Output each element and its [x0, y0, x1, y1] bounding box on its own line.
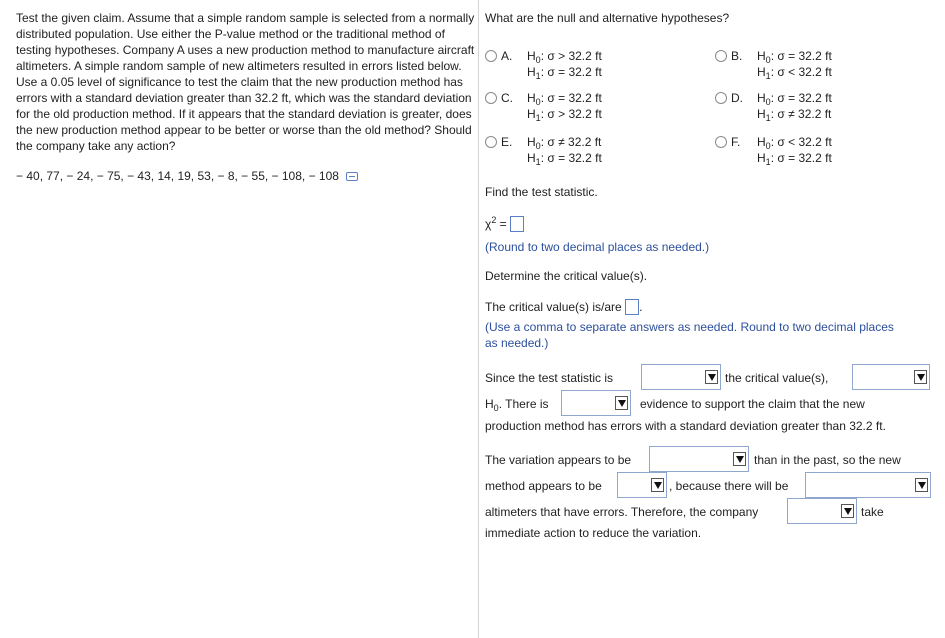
altimeters-text: altimeters that have errors. Therefore, the company [485, 505, 759, 519]
option-c-h1: $H_1$: σ > 32.2 ft [527, 107, 602, 123]
reject-dropdown[interactable] [852, 364, 930, 390]
variation-text: The variation appears to be [485, 453, 632, 467]
option-e[interactable] [485, 134, 705, 167]
dropdown-arrow-icon[interactable] [733, 452, 746, 466]
critical-value-label: The critical value(s) is/are [485, 300, 622, 314]
dropdown-arrow-icon[interactable] [615, 396, 628, 410]
option-f-radio[interactable] [715, 136, 727, 148]
dropdown-arrow-icon[interactable] [914, 370, 927, 384]
option-e-h0: $H_0$: σ ≠ 32.2 ft [527, 135, 602, 151]
evidence-text: evidence to support the claim that the new [640, 397, 865, 411]
h0-text: $H_0$. There is [485, 397, 549, 413]
method-text: method appears to be [485, 479, 602, 493]
problem-panel [16, 10, 476, 184]
option-d-h0: $H_0$: σ = 32.2 ft [757, 91, 832, 107]
should-dropdown[interactable] [787, 498, 857, 524]
option-f-h0: $H_0$: σ < 32.2 ft [757, 135, 832, 151]
option-c-radio[interactable] [485, 92, 497, 104]
option-b-h0: $H_0$: σ = 32.2 ft [757, 49, 832, 65]
test-statistic-input[interactable] [510, 216, 524, 232]
critical-value-prompt: Determine the critical value(s). [485, 269, 648, 283]
immediate-text: immediate action to reduce the variation. [485, 526, 702, 540]
option-e-letter: E. [501, 135, 513, 149]
critical-text: the critical value(s), [725, 371, 829, 385]
test-statistic-row [485, 216, 524, 232]
option-c[interactable] [485, 90, 705, 123]
option-d[interactable] [715, 90, 935, 123]
option-a-h1: $H_1$: σ = 32.2 ft [527, 65, 602, 81]
option-a[interactable] [485, 48, 705, 81]
because-text: , because there will be [669, 479, 789, 493]
option-b[interactable] [715, 48, 935, 81]
better-worse-dropdown[interactable] [617, 472, 667, 498]
test-statistic-hint: (Round to two decimal places as needed.) [485, 240, 710, 254]
problem-text: Test the given claim. Assume that a simple random sample is selected from a normally distributed population. Use either the P-value method or the traditional method of testing hypotheses. Company A uses a new production method to manufacture aircraft altimeters. A simple random sample of new altimeters resulted in errors listed below. Use a 0.05 level of significance to test the claim that the new production method has errors with a standard deviation greater than 32.2 ft, which was the standard deviation for the old production method. If it appears that the standard deviation is greater, does the new production method appear to be better or worse than the old method? Should the company take any action? [16, 11, 475, 153]
option-a-radio[interactable] [485, 50, 497, 62]
dropdown-arrow-icon[interactable] [915, 478, 928, 492]
than-past-text: than in the past, so the new [754, 453, 901, 467]
option-b-letter: B. [731, 49, 743, 63]
hypotheses-prompt: What are the null and alternative hypotheses? [485, 11, 730, 25]
panel-divider [478, 0, 479, 638]
dropdown-arrow-icon[interactable] [705, 370, 718, 384]
dropdown-arrow-icon[interactable] [651, 478, 664, 492]
option-c-letter: C. [501, 91, 513, 105]
data-values-line [16, 168, 476, 184]
data-values: − 40, 77, − 24, − 75, − 43, 14, 19, 53, − 8, − 55, − 108, − 108 [16, 169, 339, 183]
option-b-h1: $H_1$: σ < 32.2 ft [757, 65, 832, 81]
option-d-h1: $H_1$: σ ≠ 32.2 ft [757, 107, 832, 123]
option-f-letter: F. [731, 135, 741, 149]
critical-value-row [485, 299, 642, 315]
since-text: Since the test statistic is [485, 371, 614, 385]
copy-data-icon[interactable] [346, 172, 358, 181]
option-e-radio[interactable] [485, 136, 497, 148]
option-f-h1: $H_1$: σ = 32.2 ft [757, 151, 832, 167]
take-text: take [861, 505, 884, 519]
variation-dropdown[interactable] [649, 446, 749, 472]
conclusion-line3: production method has errors with a standard deviation greater than 32.2 ft. [485, 419, 886, 433]
critical-value-hint-1: (Use a comma to separate answers as needed. Round to two decimal places [485, 320, 894, 334]
option-f[interactable] [715, 134, 935, 167]
option-b-radio[interactable] [715, 50, 727, 62]
option-c-h0: $H_0$: σ = 32.2 ft [527, 91, 602, 107]
comparison-dropdown[interactable] [641, 364, 721, 390]
option-a-h0: $H_0$: σ > 32.2 ft [527, 49, 602, 65]
option-e-h1: $H_1$: σ = 32.2 ft [527, 151, 602, 167]
chi-square-label: $\chi^2$ = [485, 215, 511, 231]
test-statistic-prompt: Find the test statistic. [485, 185, 598, 199]
evidence-dropdown[interactable] [561, 390, 631, 416]
option-a-letter: A. [501, 49, 513, 63]
errors-dropdown[interactable] [805, 472, 931, 498]
critical-value-hint-2: as needed.) [485, 336, 549, 350]
option-d-radio[interactable] [715, 92, 727, 104]
option-d-letter: D. [731, 91, 743, 105]
dropdown-arrow-icon[interactable] [841, 504, 854, 518]
critical-value-period: . [639, 300, 643, 314]
critical-value-input[interactable] [625, 299, 639, 315]
